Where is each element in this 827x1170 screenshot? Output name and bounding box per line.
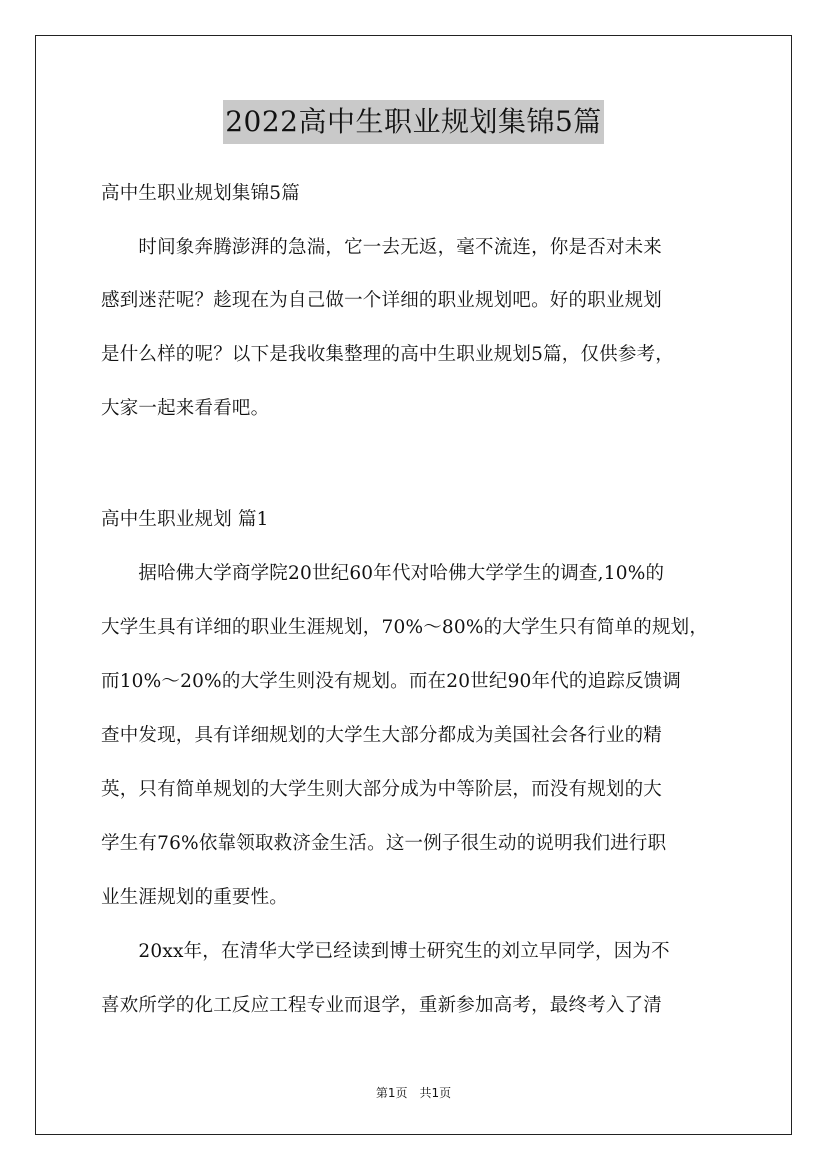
para1-line-2: 大学生具有详细的职业生涯规划，70%～80%的大学生只有简单的规划， [101,617,709,638]
para1-line-3: 而10%～20%的大学生则没有规划。而在20世纪90年代的追踪反馈调 [101,671,682,692]
para2-line-1: 20xx年，在清华大学已经读到博士研究生的刘立早同学，因为不 [101,941,670,962]
intro-line-4: 大家一起来看看吧。 [101,398,270,419]
para1-line-7: 业生涯规划的重要性。 [101,887,289,908]
document-title: 2022高中生职业规划集锦5篇 [223,100,604,144]
intro-line-3: 是什么样的呢？以下是我收集整理的高中生职业规划5篇，仅供参考， [101,344,674,365]
intro-line-2: 感到迷茫呢？趁现在为自己做一个详细的职业规划吧。好的职业规划 [101,290,663,311]
para1-line-6: 学生有76%依靠领取救济金生活。这一例子很生动的说明我们进行职 [101,833,667,854]
para1-line-1: 据哈佛大学商学院20世纪60年代对哈佛大学学生的调查,10%的 [101,563,665,584]
subtitle: 高中生职业规划集锦5篇 [101,183,300,204]
para1-line-5: 英，只有简单规划的大学生则大部分成为中等阶层，而没有规划的大 [101,779,663,800]
para1-line-4: 查中发现，具有详细规划的大学生大部分都成为美国社会各行业的精 [101,725,663,746]
page-number-footer: 第1页 共1页 [375,1086,452,1100]
intro-line-1: 时间象奔腾澎湃的急湍，它一去无返，毫不流连，你是否对未来 [101,237,663,258]
para2-line-2: 喜欢所学的化工反应工程专业而退学，重新参加高考，最终考入了清 [101,995,663,1016]
section-heading: 高中生职业规划 篇1 [101,509,269,530]
